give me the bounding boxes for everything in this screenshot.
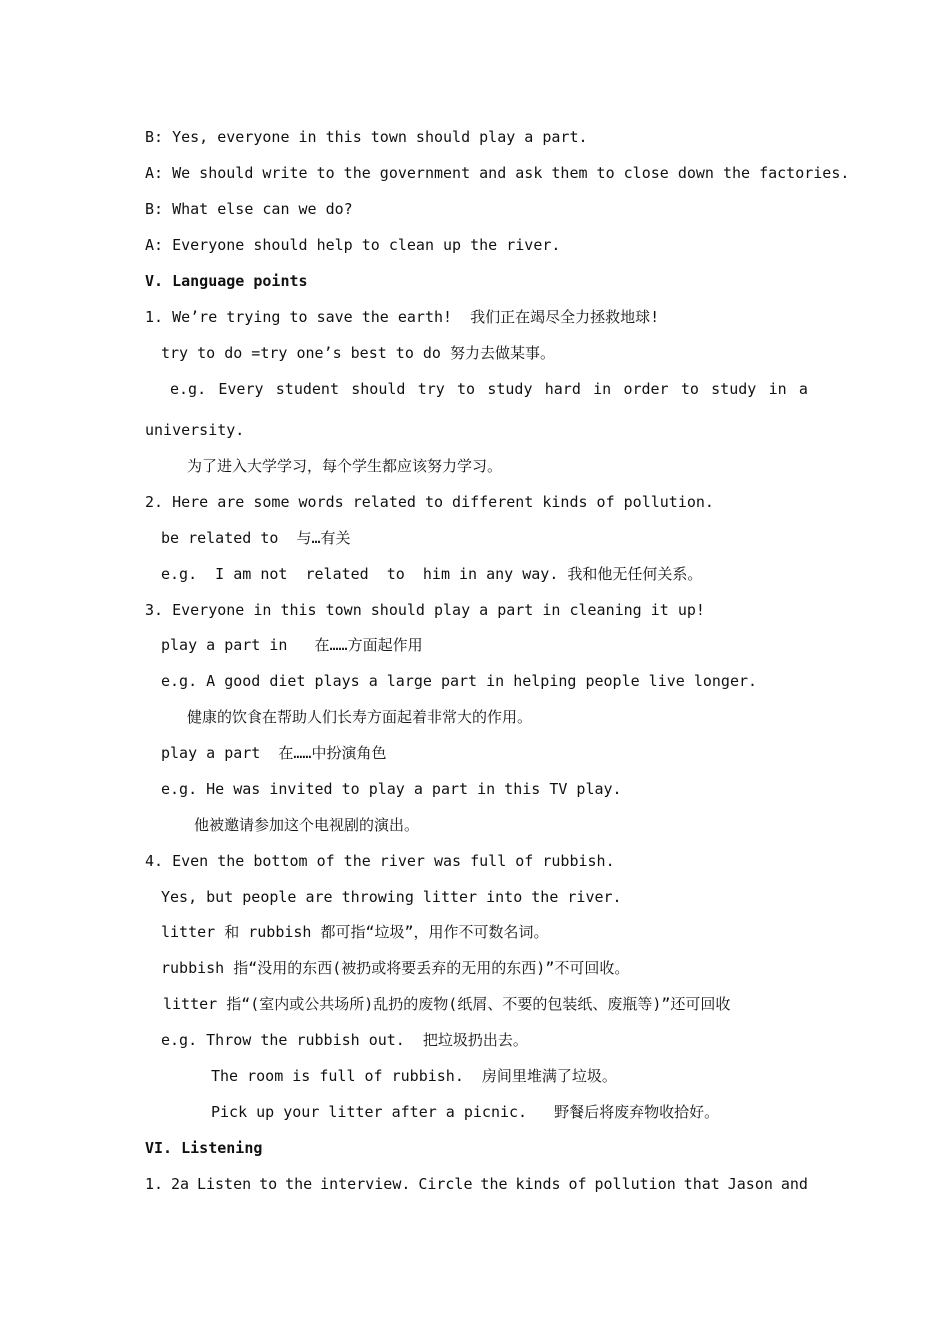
word: try — [417, 380, 445, 398]
point-4-sentence-2: Yes, but people are throwing litter into the river. — [161, 888, 622, 906]
point-4-example-1: e.g. Throw the rubbish out. 把垃圾扔出去。 — [161, 1031, 528, 1049]
point-3-phrase-2: play a part 在……中扮演角色 — [161, 744, 387, 762]
point-4-example-2: The room is full of rubbish. 房间里堆满了垃圾。 — [211, 1067, 617, 1085]
section-heading-listening: VI. Listening — [145, 1139, 263, 1157]
dialogue-line-1: B: Yes, everyone in this town should play a part. — [145, 128, 588, 146]
point-3-translation-2: 他被邀请参加这个电视剧的演出。 — [194, 816, 420, 834]
dialogue-line-2: A: We should write to the government and ask them to close down the factories. — [145, 164, 850, 182]
word: that — [683, 1175, 720, 1193]
word: to — [680, 380, 699, 398]
point-1-phrase: try to do =try one’s best to do 努力去做某事。 — [161, 344, 555, 362]
point-4-note-2: rubbish 指“没用的东西(被扔或将要丢弃的无用的东西)”不可回收。 — [161, 959, 630, 977]
point-1-example — [170, 379, 808, 399]
word: of — [568, 1175, 587, 1193]
word: order — [623, 380, 669, 398]
word: in — [593, 380, 612, 398]
point-4-note-1: litter 和 rubbish 都可指“垃圾”，用作不可数名词。 — [161, 923, 549, 941]
point-2-example: e.g. I am not related to him in any way. 我和他无任何关系。 — [161, 565, 703, 583]
word: to — [457, 380, 476, 398]
point-2-phrase: be related to 与…有关 — [161, 529, 351, 547]
word: in — [768, 380, 787, 398]
point-3-sentence: 3. Everyone in this town should play a part in cleaning it up! — [145, 601, 705, 619]
word: a — [798, 380, 808, 398]
word: kinds — [515, 1175, 561, 1193]
word: the — [285, 1175, 313, 1193]
section-heading-language-points: V. Language points — [145, 272, 308, 290]
word: Circle — [418, 1175, 473, 1193]
word: study — [487, 380, 533, 398]
point-1-example-continuation: university. — [145, 421, 245, 439]
point-3-translation-1: 健康的饮食在帮助人们长寿方面起着非常大的作用。 — [187, 708, 533, 726]
point-3-example-2: e.g. He was invited to play a part in this TV play. — [161, 780, 622, 798]
word: Listen — [196, 1175, 252, 1193]
word: should — [351, 380, 406, 398]
point-2-sentence: 2. Here are some words related to different kinds of pollution. — [145, 493, 714, 511]
point-3-example-1: e.g. A good diet plays a large part in helping people live longer. — [161, 672, 758, 690]
word: to — [259, 1175, 278, 1193]
point-4-example-3: Pick up your litter after a picnic. 野餐后将废弃物收拾好。 — [211, 1103, 720, 1121]
word: interview. — [320, 1175, 411, 1193]
word: 1. — [145, 1175, 164, 1193]
word: Every — [218, 380, 264, 398]
point-1-sentence: 1. We’re trying to save the earth! 我们正在竭尽全力拯救地球! — [145, 308, 660, 326]
listening-item-1 — [145, 1174, 808, 1194]
point-3-phrase-1: play a part in 在……方面起作用 — [161, 636, 423, 654]
point-4-note-3: litter 指“(室内或公共场所)乱扔的废物(纸屑、不要的包装纸、废瓶等)”还可回收 — [163, 995, 731, 1013]
dialogue-line-3: B: What else can we do? — [145, 200, 353, 218]
word: Jason — [727, 1175, 773, 1193]
point-1-translation: 为了进入大学学习，每个学生都应该努力学习。 — [187, 457, 503, 475]
point-4-sentence: 4. Even the bottom of the river was full of rubbish. — [145, 852, 615, 870]
word: e.g. — [170, 380, 207, 398]
word: student — [275, 380, 339, 398]
word: hard — [544, 380, 581, 398]
word: pollution — [594, 1175, 676, 1193]
word: and — [780, 1175, 808, 1193]
word: 2a — [170, 1175, 190, 1193]
dialogue-line-4: A: Everyone should help to clean up the river. — [145, 236, 561, 254]
word: the — [480, 1175, 508, 1193]
word: study — [711, 380, 757, 398]
